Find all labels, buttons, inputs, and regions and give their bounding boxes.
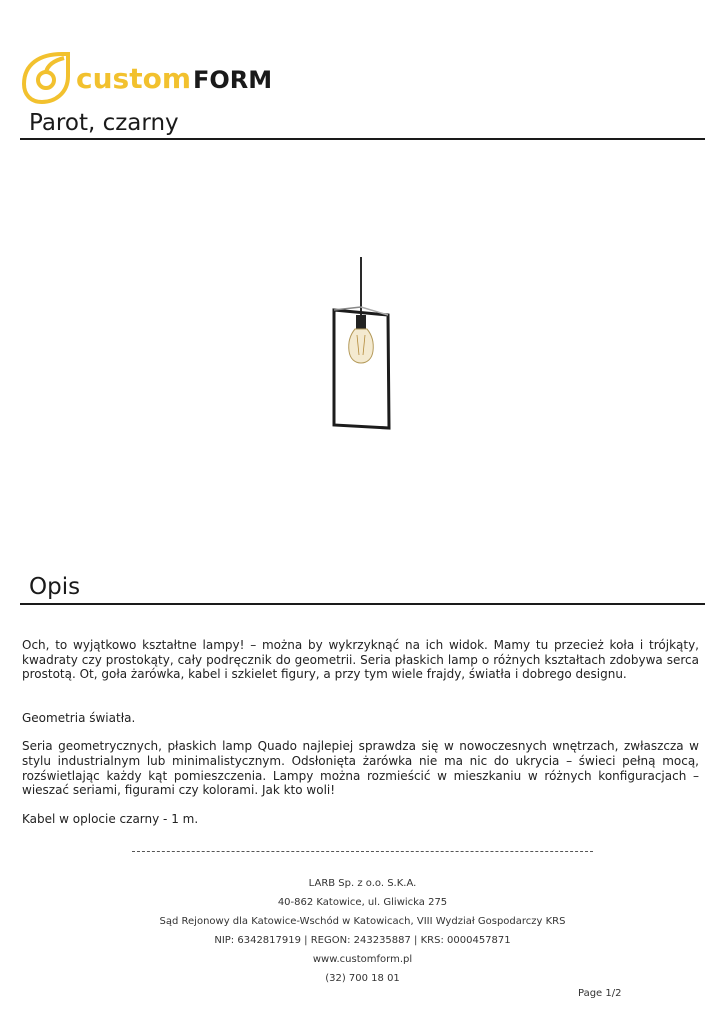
logo-text-custom: custom bbox=[76, 62, 191, 95]
description-paragraph: Kabel w oplocie czarny - 1 m. bbox=[22, 811, 199, 826]
footer bbox=[0, 874, 725, 988]
footer-website[interactable]: www.customform.pl bbox=[312, 954, 413, 965]
description-body bbox=[22, 638, 699, 826]
product-title: Parot, czarny bbox=[29, 110, 179, 136]
footer-separator bbox=[132, 851, 593, 852]
footer-phone: (32) 700 18 01 bbox=[325, 973, 400, 984]
footer-court: Sąd Rejonowy dla Katowice-Wschód w Katowicach, VIII Wydział Gospodarczy KRS bbox=[159, 916, 566, 927]
product-image bbox=[318, 255, 398, 430]
description-paragraph: Geometria światła. bbox=[22, 710, 136, 725]
description-paragraph: Och, to wyjątkowo kształtne lampy! – można by wykrzyknąć na ich widok. Mamy tu przecież koła i trójkąty, kwadraty czy prostokąty, cały podręcznik do geometrii. Seria płaskich lamp o różnych kształtach zdobywa serca prostotą. Ot, goła żarówka, kabel i szkielet figury, a przy tym wiele frajdy, światła i dobrego designu. bbox=[22, 638, 699, 682]
description-heading: Opis bbox=[29, 574, 81, 600]
customform-logo bbox=[18, 50, 288, 106]
footer-ids: NIP: 6342817919 | REGON: 243235887 | KRS: 0000457871 bbox=[214, 935, 511, 946]
footer-address: 40-862 Katowice, ul. Gliwicka 275 bbox=[277, 897, 448, 908]
footer-company: LARB Sp. z o.o. S.K.A. bbox=[308, 878, 417, 889]
pendant-lamp-icon bbox=[318, 255, 398, 430]
description-paragraph: Seria geometrycznych, płaskich lamp Quado najlepiej sprawdza się w nowoczesnych wnętrzach, zwłaszcza w stylu industrialnym lub minimalistycznym. Odsłonięta żarówka nie ma nic do ukrycia – świeci pełną mocą, rozświetlając każdy kąt pomieszczenia. Lampy można rozmieścić w mieszkaniu w różnych konfiguracjach – wieszać seriami, figurami czy kolorami. Jak kto woli! bbox=[22, 739, 699, 798]
logo-text-form: FORM bbox=[193, 66, 273, 94]
page-number: Page 1/2 bbox=[578, 988, 622, 999]
description-divider bbox=[20, 603, 705, 605]
title-divider bbox=[20, 138, 705, 140]
